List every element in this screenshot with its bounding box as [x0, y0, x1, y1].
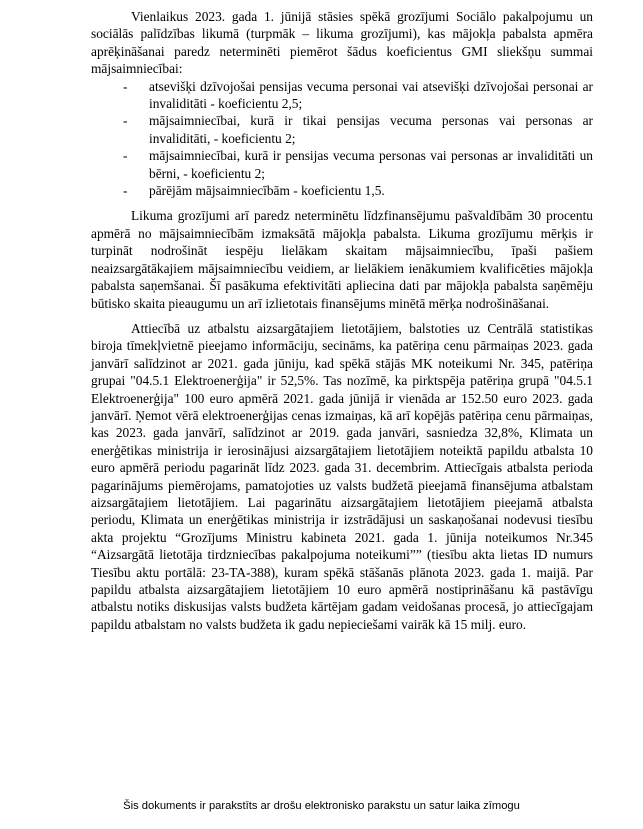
document-body — [91, 8, 593, 633]
signature-notice: Šis dokuments ir parakstīts ar drošu elektronisko parakstu un satur laika zīmogu — [123, 800, 520, 812]
list-item-text: mājsaimniecībai, kurā ir pensijas vecuma personas vai personas ar invaliditāti un bērni, - koeficientu 2; — [149, 148, 593, 181]
list-dash: - — [123, 183, 128, 199]
list-item-text: atsevišķi dzīvojošai pensijas vecuma personai vai atsevišķi dzīvojošai personai ar invaliditāti - koeficientu 2,5; — [149, 78, 593, 112]
list-dash: - — [123, 113, 128, 129]
list-item-text: mājsaimniecībai, kurā ir tikai pensijas vecuma personas vai personas ar invaliditāti, - koeficientu 2; — [149, 113, 593, 146]
list-item — [123, 182, 593, 199]
list-item — [123, 78, 593, 113]
list-dash: - — [123, 148, 128, 164]
paragraph-protected-users: Attiecībā uz atbalstu aizsargātajiem lietotājiem, balstoties uz Centrālā statistikas biroja tīmekļvietnē pieejamo informāciju, secināms, ka patēriņa cenu pārmaiņas 2023. gada janvārī salīdzinot ar 2021. gada jūniju, kad spēkā stājās MK noteikumi Nr. 345, patēriņa grupai "04.5.1 Elektroenerģija" ir 52,5%. Tas nozīmē, ka pirktspēja patēriņa grupā "04.5.1 Elektroenerģija" 100 euro apmērā 2021. gada jūnijā ir vienāda ar 152.50 euro 2023. gada janvārī. Ņemot vērā elektroenerģijas cenas izmaiņas, kā arī kopējās patēriņa cenu pārmaiņas, kas 2023. gada janvārī, salīdzinot ar 2019. gada janvāri, sasniedza 32,8%, Klimata un enerģētikas ministrija ir ierosinājusi aizsargātajiem lietotājiem noteiktā papildu atbalsta 10 euro apmērā periodu pagarināt līdz 2023. gada 31. decembrim. Attiecīgais atbalsta perioda pagarinājums piemērojams, pamatojoties uz valsts budžetā pieejamā finansējuma atbalstam aizsargātajiem lietotājiem. Lai pagarinātu aizsargātajiem lietotājiem pieejamā atbalsta periodu, Klimata un enerģētikas ministrija ir izstrādājusi un saskaņošanai nodevusi tiesību akta projektu “Grozījums Ministru kabineta 2021. gada 1. jūnija noteikumos Nr.345 “Aizsargātā lietotāja tirdzniecības pakalpojuma noteikumi”” (tiesību akta lietas ID numurs Tiesību aktu portālā: 23-TA-388), kuram spēkā stāšanās plānota 2023. gada 1. maijā. Par papildu atbalsta aizsargātajiem lietotājiem 10 euro apmērā nostiprināšanu kā pastāvīgu atbalstu notiks diskusijas valsts budžeta kārtējam gadam veidošanas procesā, jo attiecīgajam papildu atbalstam no valsts budžeta ik gadu nepieciešami vairāk kā 15 milj. euro. — [91, 320, 593, 632]
paragraph-intro: Vienlaikus 2023. gada 1. jūnijā stāsies spēkā grozījumi Sociālo pakalpojumu un sociālās palīdzības likumā (turpmāk – likuma grozījumi), kas mājokļa pabalsta apmēra aprēķināšanai paredz neterminēti piemērot šādus koeficientus GMI sliekšņu summai mājsaimniecībai: — [91, 9, 593, 77]
list-item — [123, 112, 593, 147]
list-item-text: pārējām mājsaimniecībām - koeficientu 1,5. — [149, 183, 385, 199]
coefficient-list — [91, 78, 593, 200]
list-dash: - — [123, 78, 128, 94]
paragraph-cofinancing: Likuma grozījumi arī paredz neterminētu līdzfinansējumu pašvaldībām 30 procentu apmērā no mājsaimniecībām izmaksātā mājokļa pabalsta. Likuma grozījumu mērķis ir turpināt nodrošināt iespēju lielākam skaitam mājsaimniecību, īpaši pašiem neaizsargātākajiem mājsaimniecību veidiem, ar lielākiem ienākumiem kvalificēties mājokļa pabalsta saņemšanai. Šī pasākuma efektivitāti apliecina dati par mājokļa pabalsta saņēmēju būtisko skaita pieaugumu un arī izlietotais finansējums minētā mērķa nodrošināšanai. — [91, 208, 593, 311]
list-item — [123, 147, 593, 182]
